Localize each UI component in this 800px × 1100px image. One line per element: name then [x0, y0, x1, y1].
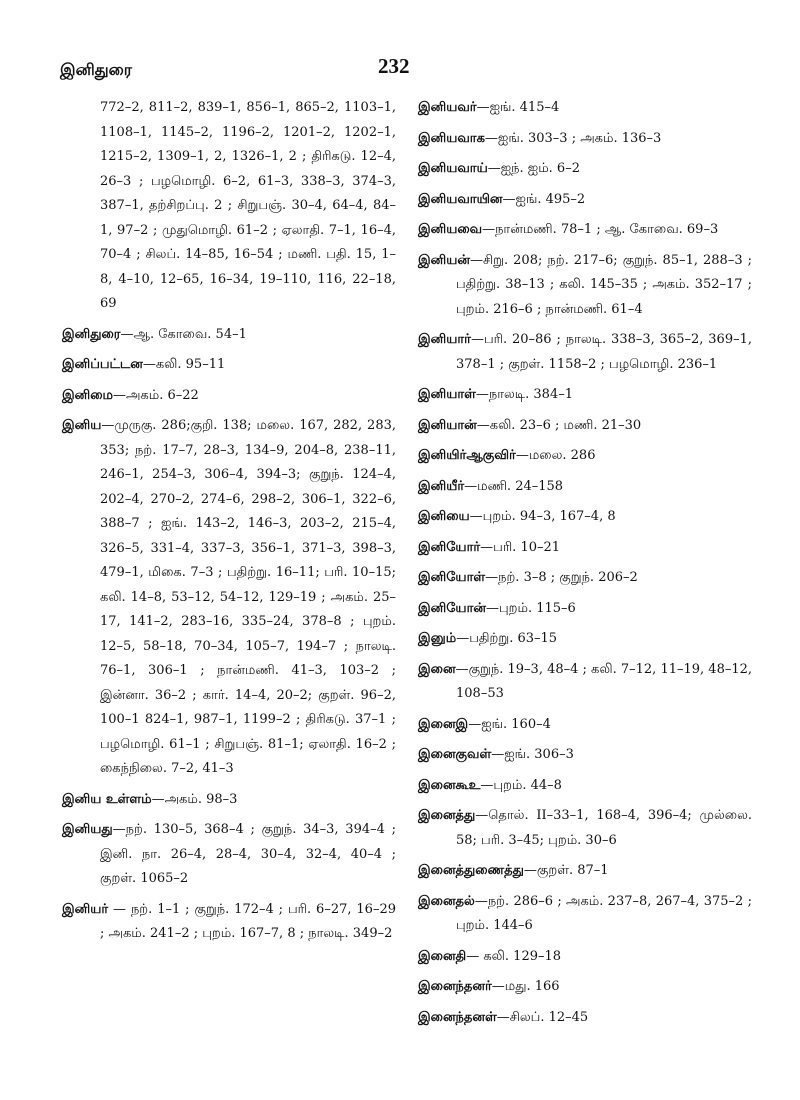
- headword: இனியது: [62, 822, 113, 837]
- index-entry: [418, 945, 752, 970]
- references: —ஆ. கோவை. 54–1: [120, 326, 247, 342]
- running-head: இனிதுரை: [60, 60, 132, 79]
- index-entry: [62, 788, 396, 813]
- index-entry: [418, 218, 752, 243]
- headword: இனியோர்: [418, 539, 481, 555]
- headword: இனியாள்: [418, 387, 476, 402]
- references: —மலை. 286: [515, 448, 596, 463]
- references: —பதிற்று. 63–15: [456, 631, 558, 646]
- index-entry: [62, 898, 396, 947]
- index-entry: [418, 444, 752, 469]
- references: —ஐங். 160–4: [468, 716, 551, 732]
- references: —அகம். 6–22: [112, 387, 199, 403]
- headword: இனியவாய்: [418, 161, 488, 176]
- references: —தொல். II–33–1, 168–4, 396–4; முல்லை. 58; பரி. 3–45; புறம். 30–6: [456, 808, 752, 848]
- index-entry: [418, 188, 752, 213]
- headword: இனைதல்: [418, 893, 475, 909]
- references: —முருகு. 286;குறி. 138; மலை. 167, 282, 283, 353; நற். 17–7, 28–3, 134–9, 204–8, 238–11, 246–1, 254–3, 306–4, 394–3; குறுந். 124–4, 202–4, 270–2, 274–6, 298–2, 306–1, 322–6, 388–7 ; ஐங். 143–2, 146–3, 203–2, 215–4, 326–5, 331–4, 337–3, 356–1, 371–3, 398–3, 479–1, மிகை. 7–3 ; பதிற்று. 16–11; பரி. 10–15; கலி. 14–8, 53–12, 54–12, 129–19 ; அகம். 25–17, 141–2, 283–16, 335–24, 378–8 ; புறம். 12–5, 58–18, 70–34, 105–7, 194–7 ; நாலடி. 76–1, 306–1 ; நான்மணி. 41–3, 103–2 ; இன்னா. 36–2 ; கார். 14–4, 20–2; குறள். 96–2, 100–1 824–1, 987–1, 1199–2 ; திரிகடு. 37–1 ; பழமொழி. 61–1 ; சிறுபஞ். 81–1; ஏலாதி. 16–2 ; கைந்நிலை. 7–2, 41–3: [100, 418, 396, 776]
- headword: இனைத்துணைத்து: [418, 863, 524, 878]
- headword: இனிமை: [62, 387, 113, 403]
- references: —நற். 3–8 ; குறுந். 206–2: [485, 570, 638, 585]
- index-entry: [418, 383, 752, 408]
- references: —மது. 166: [491, 979, 560, 994]
- references: — நற். 1–1 ; குறுந். 172–4 ; பரி. 6–27, 16–29 ; அகம். 241–2 ; புறம். 167–7, 8 ; நாலடி. 349–2: [100, 901, 396, 941]
- references: —நான்மணி. 78–1 ; ஆ. கோவை. 69–3: [482, 222, 719, 237]
- index-entry: [418, 566, 752, 591]
- references: —நற். 130–5, 368–4 ; குறுந். 34–3, 394–4 ; இனி. நா. 26–4, 28–4, 30–4, 32–4, 40–4 ; குறள். 1065–2: [100, 822, 396, 886]
- headword: இனியவாயின: [418, 191, 503, 207]
- headword: இனியோன்: [418, 600, 486, 616]
- index-entry: [62, 384, 396, 409]
- index-entry: [418, 859, 752, 884]
- index-entry: [418, 597, 752, 622]
- headword: இனிப்பட்டன: [62, 357, 143, 372]
- index-entry: [418, 713, 752, 738]
- headword: இனியவை: [418, 222, 483, 237]
- index-entry: [418, 804, 752, 853]
- index-entry: [62, 323, 396, 348]
- left-column: [62, 96, 396, 953]
- index-entry: [418, 627, 752, 652]
- index-entry: [418, 658, 752, 707]
- headword: இனும்: [418, 631, 457, 646]
- references: —ஐங். 495–2: [502, 191, 586, 207]
- index-entry: [418, 890, 752, 939]
- references: —ஐங். 306–3: [491, 747, 574, 762]
- index-entry: [418, 96, 752, 121]
- headword: இனியான்: [418, 417, 477, 433]
- headword: இனியர்: [62, 901, 109, 917]
- references: —அகம். 98–3: [151, 791, 238, 807]
- references: —பரி. 20–86 ; நாலடி. 338–3, 365–2, 369–1, 378–1 ; குறள். 1158–2 ; பழமொழி. 236–1: [456, 332, 752, 372]
- headword: இனியீர்: [418, 478, 465, 494]
- references: —மணி. 24–158: [464, 478, 564, 494]
- references: —சிறு. 208; நற். 217–6; குறுந். 85–1, 288–3 ; பதிற்று. 38–13 ; கலி. 145–35 ; அகம். 352–17 ; புறம். 216–6 ; நான்மணி. 61–4: [456, 252, 752, 317]
- index-entry: [418, 249, 752, 323]
- references: —கலி. 23–6 ; மணி. 21–30: [476, 417, 642, 433]
- headword: இனைத்து: [418, 808, 476, 823]
- references: —புறம். 44–8: [480, 777, 562, 793]
- headword: இனியவர்: [418, 100, 477, 115]
- index-entry: [418, 127, 752, 152]
- headword: இனியோள்: [418, 570, 486, 585]
- headword: இனியை: [418, 509, 470, 524]
- index-entry: [418, 505, 752, 530]
- references: —நற். 286–6 ; அகம். 237–8, 267–4, 375–2 ; புறம். 144–6: [456, 893, 752, 933]
- headword: இனியவாக: [418, 130, 485, 146]
- references: —ஐந். ஐம். 6–2: [487, 161, 580, 176]
- references: —குறள். 87–1: [523, 863, 609, 878]
- references: —கலி. 95–11: [142, 357, 226, 372]
- references: —புறம். 94–3, 167–4, 8: [469, 509, 616, 524]
- references: —புறம். 115–6: [485, 600, 576, 616]
- headword: இனிதுரை: [62, 326, 121, 342]
- page-number: 232: [378, 54, 410, 78]
- right-column: [418, 96, 752, 1036]
- headword: இனைதி: [418, 948, 467, 964]
- references: —ஐங். 303–3 ; அகம். 136–3: [484, 130, 662, 146]
- continuation-entry: 772–2, 811–2, 839–1, 856–1, 865–2, 1103–1, 1108–1, 1145–2, 1196–2, 1201–2, 1202–1, 1215–2, 1309–1, 2, 1326–1, 2 ; திரிகடு. 12–4, 26–3 ; பழமொழி. 6–2, 61–3, 338–3, 374–3, 387–1, தற்சிறப்பு. 2 ; சிறுபஞ். 30–4, 64–4, 84–1, 97–2 ; முதுமொழி. 61–2 ; ஏலாதி. 7–1, 16–4, 70–4 ; சிலப். 14–85, 16–54 ; மணி. பதி. 15, 1–8, 4–10, 12–65, 16–34, 19–110, 116, 22–18, 69: [100, 100, 396, 311]
- index-entry: [418, 414, 752, 439]
- references: — கலி. 129–18: [466, 948, 562, 964]
- headword: இனிய உள்ளம்: [62, 791, 152, 807]
- index-entry: [418, 774, 752, 799]
- headword: இனைகுவள்: [418, 747, 492, 762]
- references: —பரி. 10–21: [480, 539, 561, 555]
- index-entry: [418, 975, 752, 1000]
- headword: இனைந்தனள்: [418, 1009, 497, 1025]
- headword: இனியன்: [418, 252, 470, 268]
- index-entry: [418, 157, 752, 182]
- headword: இனியிர்ஆகுவிர்: [418, 448, 516, 463]
- headword: இனிய: [62, 418, 102, 433]
- index-entry: [418, 536, 752, 561]
- headword: இனியார்: [418, 332, 471, 347]
- references: —குறுந். 19–3, 48–4 ; கலி. 7–12, 11–19, 48–12, 108–53: [455, 661, 753, 701]
- index-entry: [62, 353, 396, 378]
- references: —சிலப். 12–45: [496, 1009, 589, 1025]
- headword: இனைந்தனர்: [418, 979, 492, 994]
- references: —ஐங். 415–4: [476, 100, 560, 115]
- index-entry: [62, 414, 396, 782]
- headword: இனை: [418, 661, 456, 677]
- index-entry: [418, 328, 752, 377]
- headword: இனைஇ: [418, 716, 469, 732]
- index-entry: [418, 743, 752, 768]
- index-entry: [418, 475, 752, 500]
- index-entry: [62, 818, 396, 892]
- index-entry: [418, 1006, 752, 1031]
- references: —நாலடி. 384–1: [475, 387, 573, 402]
- headword: இனைகூஉ: [418, 777, 481, 793]
